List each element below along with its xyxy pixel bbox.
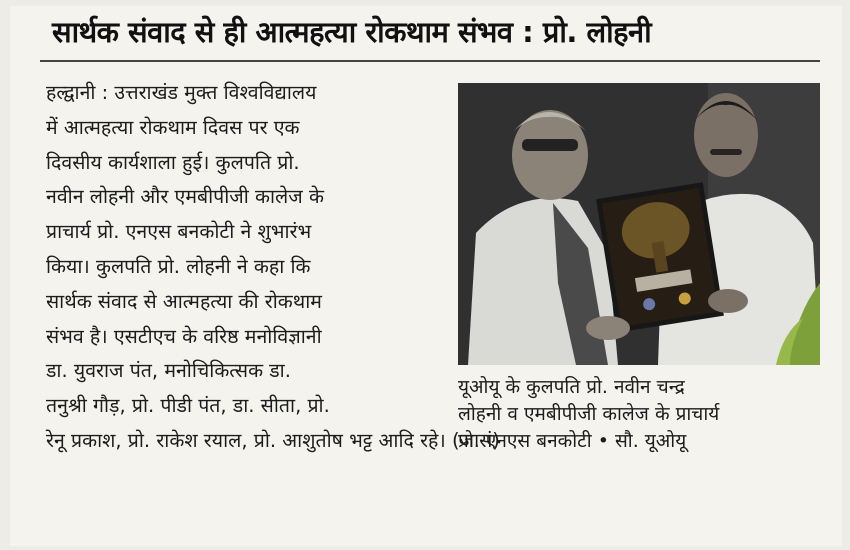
- article-line: किया। कुलपति प्रो. लोहनी ने कहा कि: [46, 254, 311, 278]
- article-line: प्राचार्य प्रो. एनएस बनकोटी ने शुभारंभ: [46, 220, 312, 244]
- caption-line: लोहनी व एमबीपीजी कालेज के प्राचार्य: [458, 403, 720, 425]
- article-line: हल्द्वानी : उत्तराखंड मुक्त विश्वविद्यालय: [46, 81, 317, 104]
- article-line: में आत्महत्या रोकथाम दिवस पर एक: [46, 115, 300, 139]
- article-last-line: रेनू प्रकाश, प्रो. राकेश रयाल, प्रो. आशुतोष भट्ट आदि रहे। (जासं): [46, 429, 500, 452]
- article-line: तनुश्री गौड़, प्रो. पीडी पंत, डा. सीता, प्रो.: [46, 394, 330, 418]
- photo-illustration: [458, 83, 820, 365]
- article-line: डा. युवराज पंत, मनोचिकित्सक डा.: [46, 359, 291, 383]
- article-body: [46, 76, 500, 452]
- article-line: सार्थक संवाद से आत्महत्या की रोकथाम: [46, 289, 322, 313]
- article-line: संभव है। एसटीएच के वरिष्ठ मनोविज्ञानी: [46, 324, 322, 348]
- article-line: नवीन लोहनी और एमबीपीजी कालेज के: [46, 185, 324, 209]
- caption-line: यूओयू के कुलपति प्रो. नवीन चन्द्र: [458, 376, 685, 398]
- event-photo: [458, 83, 820, 365]
- photo-caption: [458, 374, 838, 455]
- headline: सार्थक संवाद से ही आत्महत्या रोकथाम संभव : प्रो. लोहनी: [52, 15, 652, 49]
- article-line: दिवसीय कार्यशाला हुई। कुलपति प्रो.: [46, 150, 300, 174]
- headline-rule: [40, 60, 820, 62]
- caption-line: प्रो. एनएस बनकोटी • सौ. यूओयू: [458, 430, 687, 452]
